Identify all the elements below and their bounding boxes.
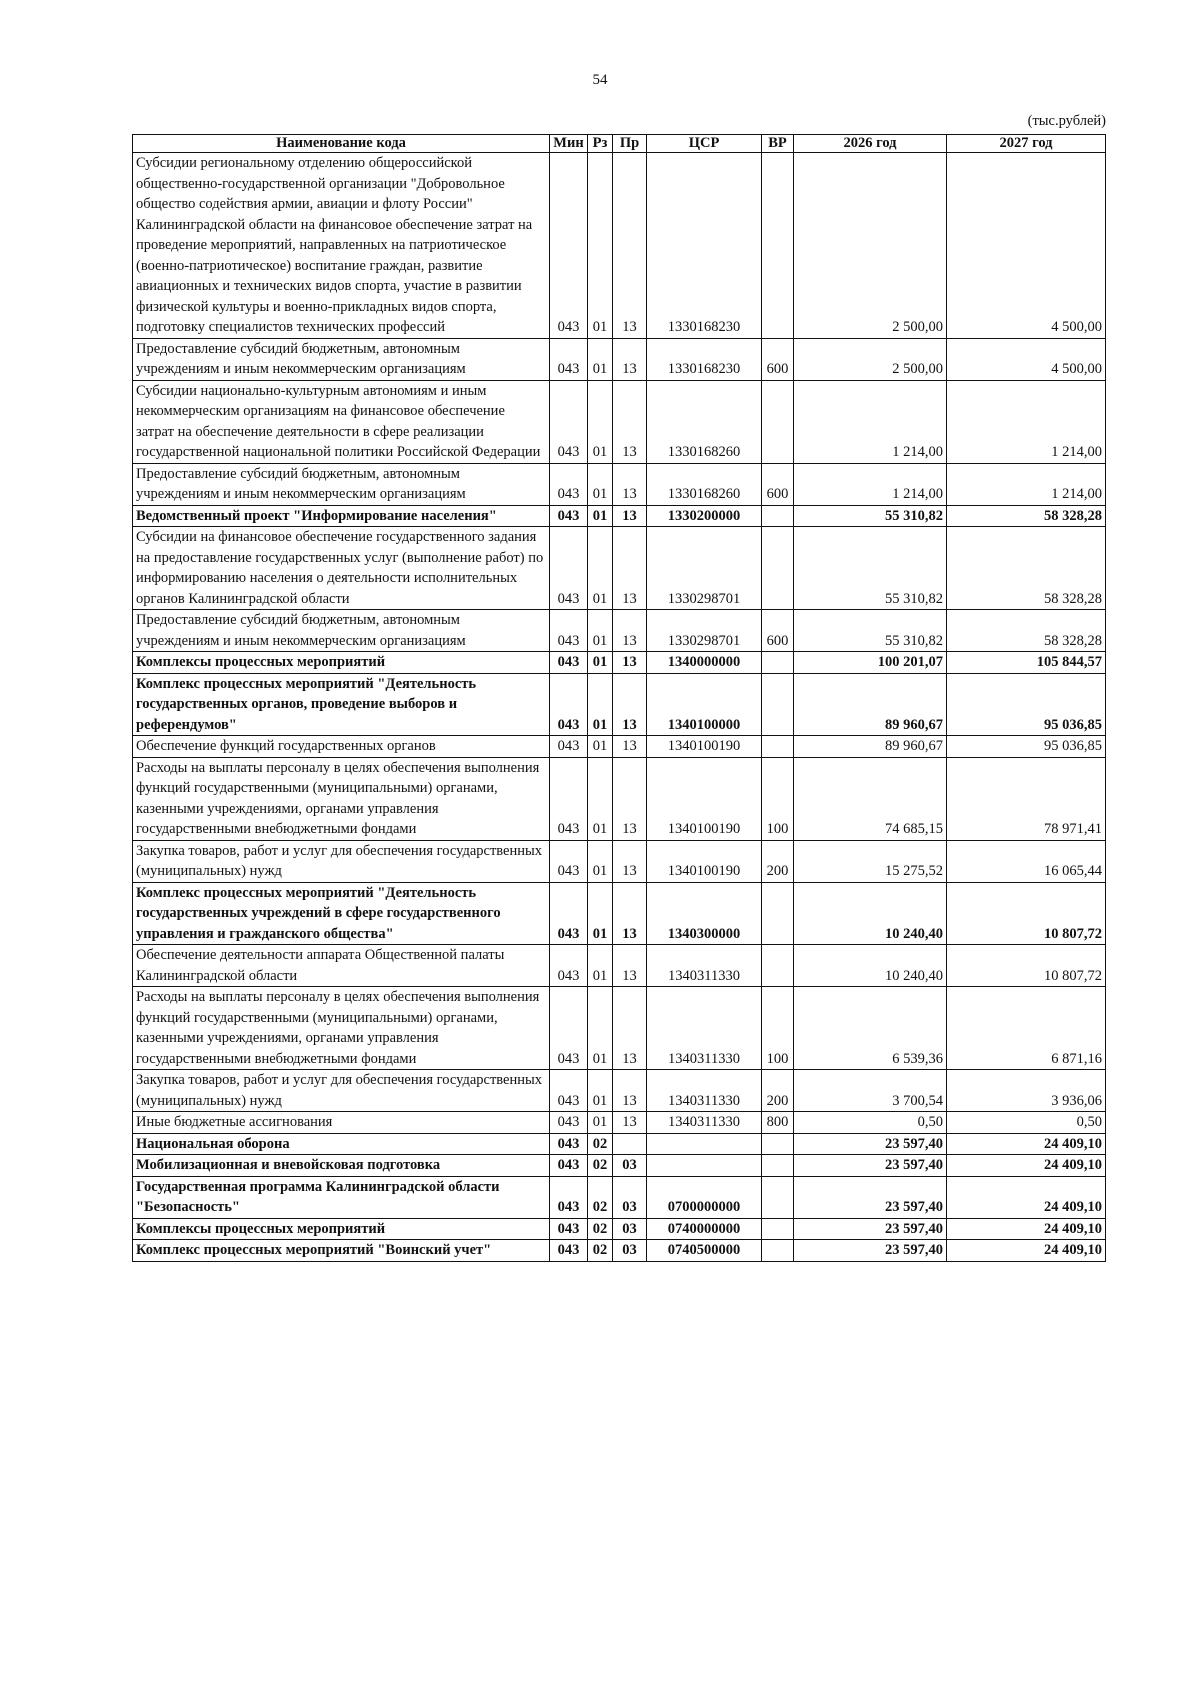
cell-vr <box>762 153 794 339</box>
cell-vr: 600 <box>762 463 794 505</box>
cell-2026: 2 500,00 <box>794 153 947 339</box>
cell-csr <box>647 1133 762 1155</box>
cell-rz: 01 <box>588 736 613 758</box>
cell-pr: 03 <box>613 1240 647 1262</box>
cell-pr: 03 <box>613 1155 647 1177</box>
table-row <box>133 338 1106 380</box>
header-vr: ВР <box>762 135 794 153</box>
cell-name: Комплекс процессных мероприятий "Деятельность государственных учреждений в сфере государственного управления и гражданского общества" <box>133 882 550 945</box>
cell-csr: 1340100190 <box>647 840 762 882</box>
cell-min: 043 <box>550 505 588 527</box>
cell-min: 043 <box>550 945 588 987</box>
cell-name: Комплексы процессных мероприятий <box>133 1218 550 1240</box>
cell-rz: 02 <box>588 1155 613 1177</box>
cell-vr <box>762 673 794 736</box>
table-row <box>133 673 1106 736</box>
cell-2026: 23 597,40 <box>794 1133 947 1155</box>
cell-2027: 78 971,41 <box>947 757 1106 840</box>
cell-vr <box>762 380 794 463</box>
cell-2026: 89 960,67 <box>794 736 947 758</box>
cell-rz: 01 <box>588 610 613 652</box>
cell-csr: 1340311330 <box>647 1070 762 1112</box>
cell-vr <box>762 505 794 527</box>
cell-2027: 95 036,85 <box>947 736 1106 758</box>
cell-min: 043 <box>550 757 588 840</box>
cell-csr: 1340000000 <box>647 652 762 674</box>
cell-vr <box>762 1176 794 1218</box>
cell-rz: 01 <box>588 463 613 505</box>
cell-2026: 23 597,40 <box>794 1240 947 1262</box>
cell-csr: 1340100190 <box>647 757 762 840</box>
header-name: Наименование кода <box>133 135 550 153</box>
cell-2026: 55 310,82 <box>794 505 947 527</box>
cell-2027: 24 409,10 <box>947 1133 1106 1155</box>
cell-2027: 10 807,72 <box>947 882 1106 945</box>
cell-name: Обеспечение деятельности аппарата Общественной палаты Калининградской области <box>133 945 550 987</box>
cell-rz: 01 <box>588 527 613 610</box>
cell-2026: 15 275,52 <box>794 840 947 882</box>
cell-csr: 1330168230 <box>647 338 762 380</box>
table-row <box>133 1218 1106 1240</box>
cell-vr <box>762 1218 794 1240</box>
cell-rz: 01 <box>588 1112 613 1134</box>
cell-2026: 74 685,15 <box>794 757 947 840</box>
cell-2027: 6 871,16 <box>947 987 1106 1070</box>
cell-min: 043 <box>550 338 588 380</box>
header-pr: Пр <box>613 135 647 153</box>
table-row <box>133 505 1106 527</box>
cell-pr: 13 <box>613 527 647 610</box>
cell-rz: 01 <box>588 987 613 1070</box>
cell-pr: 03 <box>613 1218 647 1240</box>
cell-csr: 1340311330 <box>647 987 762 1070</box>
cell-min: 043 <box>550 736 588 758</box>
cell-csr: 1330168260 <box>647 380 762 463</box>
table-row <box>133 1155 1106 1177</box>
cell-rz: 01 <box>588 153 613 339</box>
cell-name: Расходы на выплаты персоналу в целях обеспечения выполнения функций государственными (муниципальными) органами, казенными учреждениями, органами управления государственными внебюджетными фондами <box>133 757 550 840</box>
header-2026: 2026 год <box>794 135 947 153</box>
cell-2027: 4 500,00 <box>947 153 1106 339</box>
table-row <box>133 527 1106 610</box>
cell-2027: 1 214,00 <box>947 380 1106 463</box>
table-body <box>133 153 1106 1262</box>
cell-2026: 23 597,40 <box>794 1218 947 1240</box>
cell-2026: 10 240,40 <box>794 882 947 945</box>
table-row <box>133 945 1106 987</box>
cell-min: 043 <box>550 463 588 505</box>
cell-csr: 1330298701 <box>647 527 762 610</box>
cell-vr: 800 <box>762 1112 794 1134</box>
cell-pr: 13 <box>613 987 647 1070</box>
cell-2027: 16 065,44 <box>947 840 1106 882</box>
cell-rz: 01 <box>588 1070 613 1112</box>
cell-min: 043 <box>550 1176 588 1218</box>
cell-pr: 13 <box>613 945 647 987</box>
cell-pr: 13 <box>613 380 647 463</box>
table-row <box>133 1176 1106 1218</box>
cell-pr: 13 <box>613 757 647 840</box>
cell-2027: 24 409,10 <box>947 1176 1106 1218</box>
cell-min: 043 <box>550 652 588 674</box>
cell-min: 043 <box>550 840 588 882</box>
table-row <box>133 736 1106 758</box>
cell-pr: 13 <box>613 652 647 674</box>
cell-csr: 1340300000 <box>647 882 762 945</box>
cell-min: 043 <box>550 1070 588 1112</box>
cell-min: 043 <box>550 1133 588 1155</box>
header-csr: ЦСР <box>647 135 762 153</box>
cell-rz: 01 <box>588 380 613 463</box>
cell-csr: 1330298701 <box>647 610 762 652</box>
cell-2026: 3 700,54 <box>794 1070 947 1112</box>
table-row <box>133 463 1106 505</box>
cell-rz: 02 <box>588 1240 613 1262</box>
cell-min: 043 <box>550 673 588 736</box>
cell-2026: 2 500,00 <box>794 338 947 380</box>
cell-2026: 10 240,40 <box>794 945 947 987</box>
cell-2027: 58 328,28 <box>947 505 1106 527</box>
cell-name: Предоставление субсидий бюджетным, автономным учреждениям и иным некоммерческим организациям <box>133 610 550 652</box>
cell-vr: 200 <box>762 1070 794 1112</box>
cell-vr: 100 <box>762 757 794 840</box>
table-row <box>133 987 1106 1070</box>
cell-pr: 13 <box>613 673 647 736</box>
cell-vr <box>762 736 794 758</box>
table-row <box>133 1070 1106 1112</box>
cell-2026: 1 214,00 <box>794 380 947 463</box>
header-rz: Рз <box>588 135 613 153</box>
table-row <box>133 757 1106 840</box>
table-row <box>133 840 1106 882</box>
cell-rz: 01 <box>588 882 613 945</box>
cell-2027: 10 807,72 <box>947 945 1106 987</box>
cell-pr <box>613 1133 647 1155</box>
budget-table <box>132 134 1106 1262</box>
cell-csr: 1330168230 <box>647 153 762 339</box>
cell-name: Субсидии региональному отделению общероссийской общественно-государственной организации "Добровольное общество содействия армии, авиации и флоту России" Калининградской области на финансовое обеспечение затрат на проведение мероприятий, направленных на патриотическое (военно-патриотическое) воспитание граждан, развитие авиационных и технических видов спорта, участие в развитии физической культуры и военно-прикладных видов спорта, подготовку специалистов технических профессий <box>133 153 550 339</box>
cell-min: 043 <box>550 610 588 652</box>
cell-2026: 23 597,40 <box>794 1155 947 1177</box>
table-row <box>133 1240 1106 1262</box>
cell-pr: 13 <box>613 505 647 527</box>
cell-rz: 01 <box>588 505 613 527</box>
cell-csr: 0700000000 <box>647 1176 762 1218</box>
cell-2026: 6 539,36 <box>794 987 947 1070</box>
cell-csr: 1340311330 <box>647 1112 762 1134</box>
cell-min: 043 <box>550 1240 588 1262</box>
cell-vr <box>762 1240 794 1262</box>
cell-vr <box>762 1155 794 1177</box>
cell-vr <box>762 1133 794 1155</box>
cell-min: 043 <box>550 1155 588 1177</box>
cell-pr: 13 <box>613 882 647 945</box>
cell-rz: 01 <box>588 673 613 736</box>
cell-rz: 02 <box>588 1133 613 1155</box>
cell-csr: 1330168260 <box>647 463 762 505</box>
cell-2027: 24 409,10 <box>947 1155 1106 1177</box>
table-row <box>133 380 1106 463</box>
cell-min: 043 <box>550 1218 588 1240</box>
cell-pr: 13 <box>613 338 647 380</box>
header-2027: 2027 год <box>947 135 1106 153</box>
cell-name: Комплекс процессных мероприятий "Деятельность государственных органов, проведение выборов и референдумов" <box>133 673 550 736</box>
units-label: (тыс.рублей) <box>1027 113 1106 129</box>
cell-rz: 01 <box>588 757 613 840</box>
cell-vr: 100 <box>762 987 794 1070</box>
cell-2026: 89 960,67 <box>794 673 947 736</box>
cell-vr: 200 <box>762 840 794 882</box>
cell-2026: 55 310,82 <box>794 610 947 652</box>
page-number: 54 <box>592 72 608 88</box>
cell-min: 043 <box>550 882 588 945</box>
cell-2027: 3 936,06 <box>947 1070 1106 1112</box>
cell-name: Национальная оборона <box>133 1133 550 1155</box>
cell-2026: 23 597,40 <box>794 1176 947 1218</box>
cell-2026: 1 214,00 <box>794 463 947 505</box>
cell-vr <box>762 945 794 987</box>
table-row <box>133 610 1106 652</box>
cell-min: 043 <box>550 987 588 1070</box>
cell-2026: 55 310,82 <box>794 527 947 610</box>
cell-name: Предоставление субсидий бюджетным, автономным учреждениям и иным некоммерческим организациям <box>133 463 550 505</box>
cell-min: 043 <box>550 527 588 610</box>
cell-2027: 24 409,10 <box>947 1240 1106 1262</box>
cell-rz: 02 <box>588 1218 613 1240</box>
cell-name: Мобилизационная и вневойсковая подготовка <box>133 1155 550 1177</box>
cell-2026: 100 201,07 <box>794 652 947 674</box>
cell-name: Закупка товаров, работ и услуг для обеспечения государственных (муниципальных) нужд <box>133 1070 550 1112</box>
cell-name: Расходы на выплаты персоналу в целях обеспечения выполнения функций государственными (муниципальными) органами, казенными учреждениями, органами управления государственными внебюджетными фондами <box>133 987 550 1070</box>
cell-pr: 13 <box>613 463 647 505</box>
cell-rz: 01 <box>588 338 613 380</box>
cell-pr: 13 <box>613 610 647 652</box>
cell-rz: 01 <box>588 840 613 882</box>
cell-2027: 95 036,85 <box>947 673 1106 736</box>
cell-name: Государственная программа Калининградской области "Безопасность" <box>133 1176 550 1218</box>
cell-vr <box>762 527 794 610</box>
cell-vr <box>762 882 794 945</box>
table-row <box>133 882 1106 945</box>
table-row <box>133 652 1106 674</box>
cell-name: Комплекс процессных мероприятий "Воинский учет" <box>133 1240 550 1262</box>
cell-min: 043 <box>550 380 588 463</box>
cell-csr: 0740000000 <box>647 1218 762 1240</box>
table-row <box>133 1112 1106 1134</box>
cell-name: Закупка товаров, работ и услуг для обеспечения государственных (муниципальных) нужд <box>133 840 550 882</box>
cell-pr: 13 <box>613 1112 647 1134</box>
header-row <box>133 135 1106 153</box>
cell-rz: 02 <box>588 1176 613 1218</box>
cell-2027: 4 500,00 <box>947 338 1106 380</box>
table-row <box>133 153 1106 339</box>
cell-csr: 1340100190 <box>647 736 762 758</box>
cell-csr: 1340100000 <box>647 673 762 736</box>
cell-2026: 0,50 <box>794 1112 947 1134</box>
cell-min: 043 <box>550 1112 588 1134</box>
cell-csr <box>647 1155 762 1177</box>
cell-pr: 13 <box>613 1070 647 1112</box>
cell-2027: 58 328,28 <box>947 527 1106 610</box>
cell-pr: 13 <box>613 736 647 758</box>
cell-2027: 0,50 <box>947 1112 1106 1134</box>
cell-2027: 1 214,00 <box>947 463 1106 505</box>
cell-csr: 1340311330 <box>647 945 762 987</box>
cell-name: Комплексы процессных мероприятий <box>133 652 550 674</box>
cell-csr: 1330200000 <box>647 505 762 527</box>
header-min: Мин <box>550 135 588 153</box>
cell-vr <box>762 652 794 674</box>
cell-min: 043 <box>550 153 588 339</box>
cell-rz: 01 <box>588 945 613 987</box>
cell-rz: 01 <box>588 652 613 674</box>
cell-name: Ведомственный проект "Информирование населения" <box>133 505 550 527</box>
cell-name: Субсидии на финансовое обеспечение государственного задания на предоставление государственных услуг (выполнение работ) по информированию населения о деятельности исполнительных органов Калининградской области <box>133 527 550 610</box>
cell-name: Предоставление субсидий бюджетным, автономным учреждениям и иным некоммерческим организациям <box>133 338 550 380</box>
cell-name: Субсидии национально-культурным автономиям и иным некоммерческим организациям на финансовое обеспечение затрат на обеспечение деятельности в сфере реализации государственной национальной политики Российской Федерации <box>133 380 550 463</box>
cell-vr: 600 <box>762 338 794 380</box>
cell-vr: 600 <box>762 610 794 652</box>
cell-pr: 03 <box>613 1176 647 1218</box>
cell-name: Обеспечение функций государственных органов <box>133 736 550 758</box>
cell-2027: 58 328,28 <box>947 610 1106 652</box>
cell-pr: 13 <box>613 840 647 882</box>
cell-2027: 105 844,57 <box>947 652 1106 674</box>
cell-pr: 13 <box>613 153 647 339</box>
cell-csr: 0740500000 <box>647 1240 762 1262</box>
table-row <box>133 1133 1106 1155</box>
cell-2027: 24 409,10 <box>947 1218 1106 1240</box>
cell-name: Иные бюджетные ассигнования <box>133 1112 550 1134</box>
